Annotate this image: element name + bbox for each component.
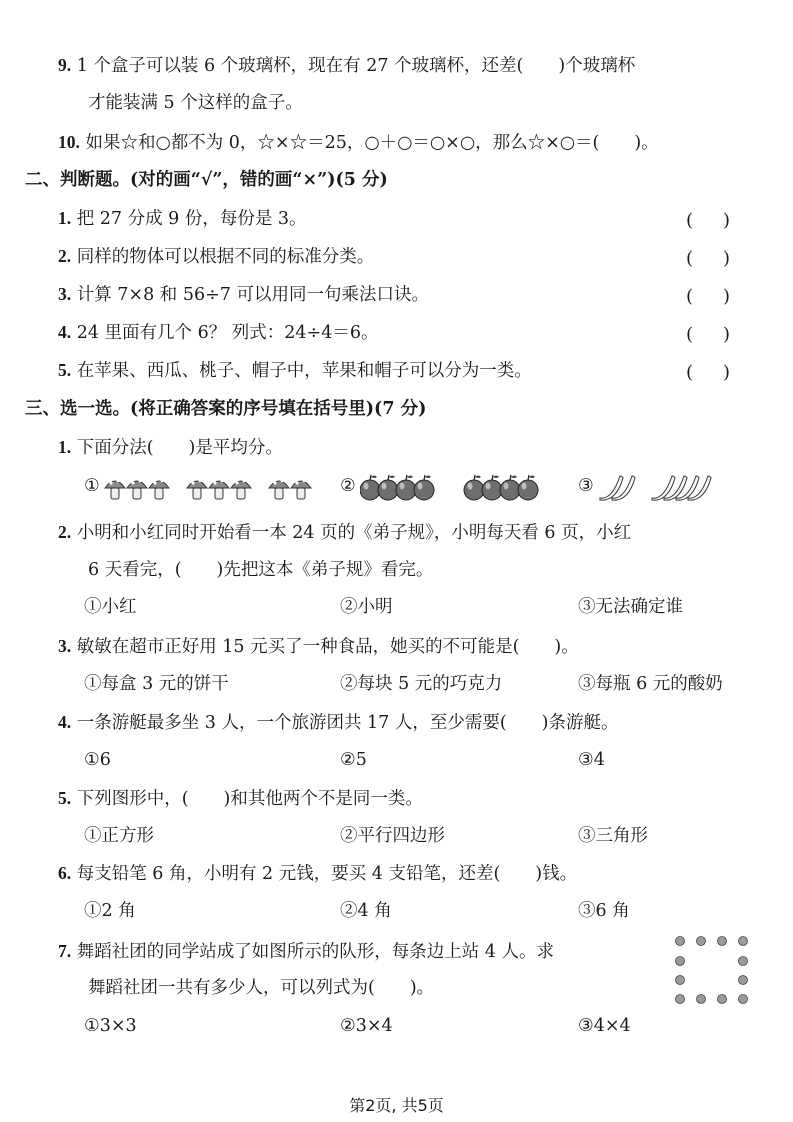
- section-3-title: 三、选一选。(将正确答案的序号填在括号里)(7 分): [25, 399, 427, 419]
- choice-question-4: [58, 710, 619, 735]
- question-number: 5.: [58, 788, 72, 808]
- option-1[interactable]: ①2 角: [84, 901, 136, 921]
- item-number: 4.: [58, 322, 72, 342]
- item-text: 同样的物体可以根据不同的标准分类。: [76, 247, 375, 267]
- banana-groups-image: [598, 472, 726, 504]
- item-text: 计算 7×8 和 56÷7 可以用同一句乘法口诀。: [76, 285, 429, 305]
- option-3[interactable]: ③4: [578, 750, 605, 770]
- answer-paren[interactable]: ( ): [686, 248, 737, 269]
- question-number: 1.: [58, 437, 72, 457]
- choice-question-3: [58, 634, 579, 659]
- question-number: 10.: [58, 132, 80, 152]
- choice-question-7: [58, 939, 554, 964]
- question-number: 2.: [58, 522, 72, 542]
- option-2[interactable]: ②小明: [340, 597, 393, 617]
- question-text: 每支铅笔 6 角，小明有 2 元钱，要买 4 支铅笔，还差( )钱。: [76, 864, 578, 884]
- option-2[interactable]: ②5: [340, 750, 367, 770]
- question-text: 小明和小红同时开始看一本 24 页的《弟子规》，小明每天看 6 页，小红: [76, 523, 632, 543]
- option-3[interactable]: ③每瓶 6 元的酸奶: [578, 674, 723, 694]
- question-number: 9.: [58, 55, 72, 75]
- option-1[interactable]: ①正方形: [84, 826, 154, 846]
- question-text: 敏敏在超市正好用 15 元买了一种食品，她买的不可能是( )。: [76, 637, 579, 657]
- option-1-label[interactable]: ①: [84, 476, 100, 496]
- answer-paren[interactable]: ( ): [686, 286, 737, 307]
- question-number: 6.: [58, 863, 72, 883]
- item-number: 1.: [58, 208, 72, 228]
- item-text: 把 27 分成 9 份，每份是 3。: [76, 209, 307, 229]
- option-3[interactable]: ③4×4: [578, 1016, 631, 1036]
- item-number: 2.: [58, 246, 72, 266]
- question-number: 3.: [58, 636, 72, 656]
- mushroom-groups-image: [104, 472, 334, 504]
- option-3-label[interactable]: ③: [578, 476, 594, 496]
- question-text: 1 个盒子可以装 6 个玻璃杯，现在有 27 个玻璃杯，还差( )个玻璃杯: [76, 56, 636, 76]
- option-2[interactable]: ②每块 5 元的巧克力: [340, 674, 503, 694]
- judge-item-4: [58, 320, 379, 345]
- section-2-title: 二、判断题。(对的画“√”，错的画“×”)(5 分): [25, 170, 388, 190]
- option-2-label[interactable]: ②: [340, 476, 356, 496]
- item-text: 在苹果、西瓜、桃子、帽子中，苹果和帽子可以分为一类。: [76, 361, 532, 381]
- choice-question-6: [58, 861, 577, 886]
- question-text: 如果☆和○都不为 0，☆×☆＝25，○＋○＝○×○，那么☆×○＝( )。: [85, 133, 659, 153]
- choice-question-2-line2: 6 天看完，( )先把这本《弟子规》看完。: [88, 560, 434, 580]
- answer-paren[interactable]: ( ): [686, 362, 737, 383]
- answer-paren[interactable]: ( ): [686, 210, 737, 231]
- option-3[interactable]: ③无法确定谁: [578, 597, 683, 617]
- judge-item-3: [58, 282, 429, 307]
- question-9: [58, 53, 635, 78]
- judge-item-5: [58, 358, 532, 383]
- question-text: 下列图形中，( )和其他两个不是同一类。: [76, 789, 423, 809]
- item-number: 5.: [58, 360, 72, 380]
- question-number: 4.: [58, 712, 72, 732]
- item-text: 24 里面有几个 6？ 列式：24÷4＝6。: [76, 323, 379, 343]
- page-footer: 第2页, 共5页: [349, 1096, 444, 1115]
- option-1[interactable]: ①小红: [84, 597, 137, 617]
- dancer-formation-diagram: [672, 934, 752, 1006]
- option-2[interactable]: ②3×4: [340, 1016, 393, 1036]
- question-text: 舞蹈社团的同学站成了如图所示的队形，每条边上站 4 人。求: [76, 942, 554, 962]
- choice-question-1: [58, 435, 283, 460]
- option-1[interactable]: ①6: [84, 750, 111, 770]
- question-10: [58, 130, 659, 155]
- option-1[interactable]: ①每盒 3 元的饼干: [84, 674, 229, 694]
- option-3[interactable]: ③6 角: [578, 901, 630, 921]
- option-2[interactable]: ②平行四边形: [340, 826, 445, 846]
- choice-question-7-line2: 舞蹈社团一共有多少人，可以列式为( )。: [88, 978, 435, 998]
- item-number: 3.: [58, 284, 72, 304]
- option-2[interactable]: ②4 角: [340, 901, 392, 921]
- question-text: 一条游艇最多坐 3 人，一个旅游团共 17 人，至少需要( )条游艇。: [76, 713, 619, 733]
- question-9-line2: 才能装满 5 个这样的盒子。: [88, 93, 303, 113]
- judge-item-1: [58, 206, 307, 231]
- question-number: 7.: [58, 941, 72, 961]
- choice-question-5: [58, 786, 423, 811]
- judge-item-2: [58, 244, 374, 269]
- apple-groups-image: [360, 472, 560, 504]
- option-3[interactable]: ③三角形: [578, 826, 648, 846]
- question-text: 下面分法( )是平均分。: [76, 438, 283, 458]
- answer-paren[interactable]: ( ): [686, 324, 737, 345]
- option-1[interactable]: ①3×3: [84, 1016, 137, 1036]
- choice-question-2: [58, 520, 631, 545]
